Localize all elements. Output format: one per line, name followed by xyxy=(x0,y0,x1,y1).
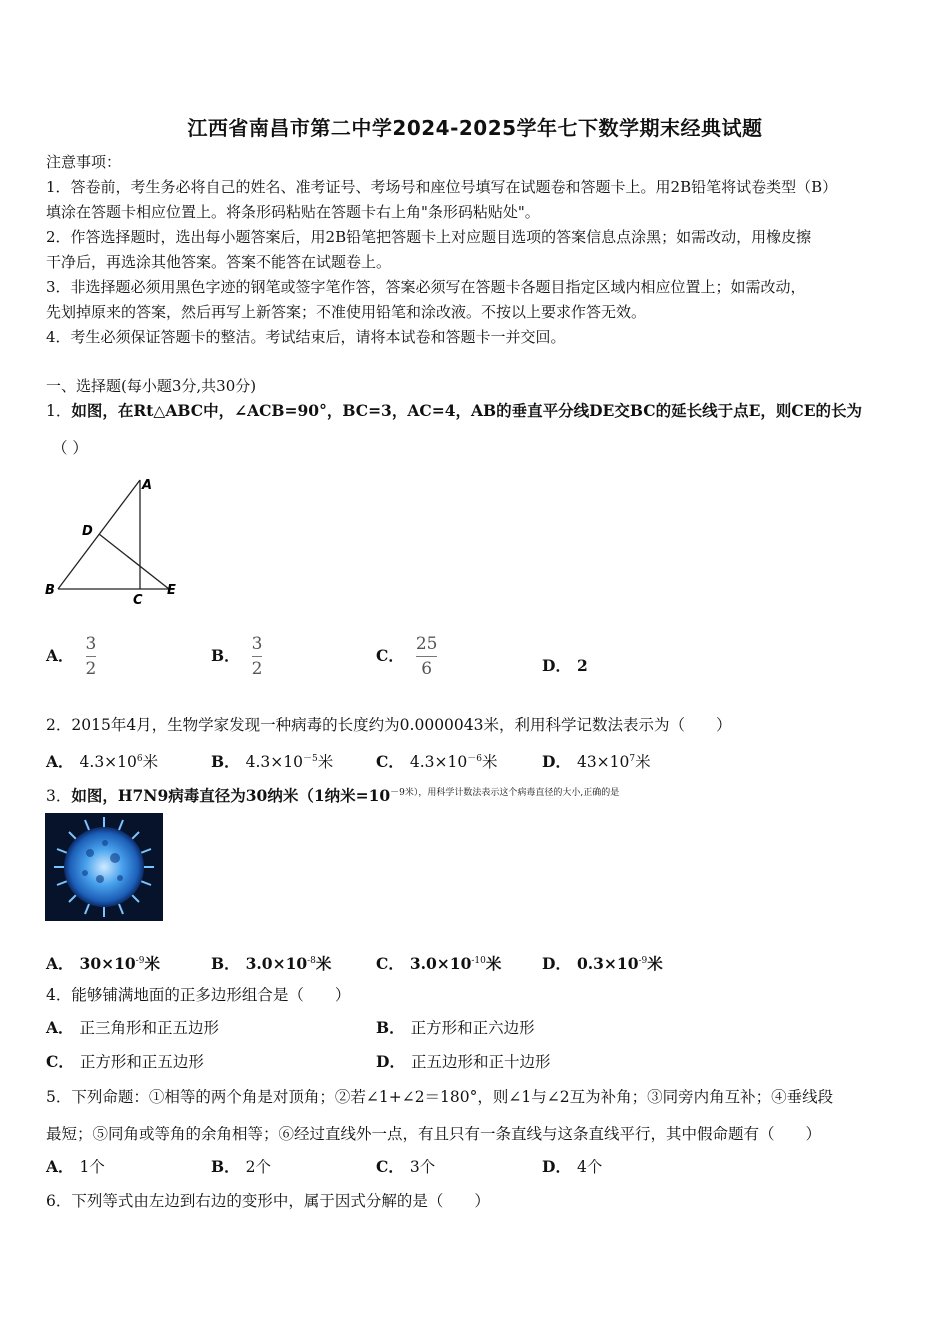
option-label: D． xyxy=(376,1052,405,1071)
option-c[interactable] xyxy=(46,1052,204,1072)
option-d[interactable] xyxy=(542,1157,602,1177)
option-text: 正五边形和正十边形 xyxy=(410,1053,551,1071)
fraction: $\frac{3}{2}$ xyxy=(251,634,263,679)
question-number: 4． xyxy=(46,986,72,1004)
segment-de xyxy=(99,534,169,589)
option-label: D． xyxy=(542,656,571,675)
option-label: D． xyxy=(542,1157,571,1176)
option-text: 正方形和正六边形 xyxy=(410,1019,535,1037)
option-unit: 米 xyxy=(315,954,332,974)
label-b: B xyxy=(45,583,55,598)
option-c[interactable] xyxy=(376,951,501,974)
option-exp: -10 xyxy=(471,956,486,966)
option-d[interactable] xyxy=(542,749,651,772)
option-text: 2 xyxy=(576,656,588,675)
question-number: 3． xyxy=(46,787,72,806)
triangle-figure xyxy=(40,472,190,612)
option-exp: 6 xyxy=(136,754,143,764)
question-1 xyxy=(46,401,862,421)
option-base: 4.3×10 xyxy=(245,753,303,772)
option-b[interactable] xyxy=(211,749,333,772)
option-label: A． xyxy=(46,1157,74,1176)
section-heading: 一、选择题(每小题3分,共30分) xyxy=(46,377,257,395)
question-3 xyxy=(46,783,619,806)
option-b[interactable] xyxy=(211,951,331,974)
virus-icon xyxy=(45,813,163,921)
notice-line: 3．非选择题必须用黑色字迹的钢笔或签字笔作答，答案必须写在答题卡各题目指定区域内相应位置上；如需改动， xyxy=(46,278,806,296)
option-exp: -8 xyxy=(307,956,316,966)
option-exp: -9 xyxy=(638,956,648,966)
option-base: 4.3×10 xyxy=(409,753,468,772)
option-unit: 米 xyxy=(144,954,160,974)
option-base: 3.0×10 xyxy=(245,954,308,974)
option-label: A． xyxy=(46,1018,74,1037)
question-exp: －9 xyxy=(390,788,405,798)
question-number: 1． xyxy=(46,402,72,420)
question-4 xyxy=(46,985,350,1005)
option-c[interactable] xyxy=(376,749,497,772)
question-5 xyxy=(46,1087,833,1107)
option-base: 0.3×10 xyxy=(576,954,639,974)
question-text: 如图，在Rt△ABC中，∠ACB=90°，BC=3，AC=4，AB的垂直平分线DE交BC的延长线于点E，则CE的长为 xyxy=(71,401,863,420)
option-label: C． xyxy=(376,645,404,665)
option-text: 2个 xyxy=(245,1158,271,1176)
option-b[interactable] xyxy=(211,634,262,679)
option-exp: 7 xyxy=(629,754,636,764)
answer-paren: （ ） xyxy=(52,439,88,457)
option-label: B． xyxy=(211,1157,240,1176)
option-text: 3个 xyxy=(409,1158,436,1176)
option-base: 43×10 xyxy=(576,753,630,772)
option-unit: 米 xyxy=(317,753,334,772)
label-d: D xyxy=(82,524,93,539)
label-e: E xyxy=(167,583,176,598)
label-c: C xyxy=(133,593,143,608)
question-text: 能够铺满地面的正多边形组合是（ ） xyxy=(71,986,351,1004)
option-unit: 米 xyxy=(635,753,651,772)
option-label: C． xyxy=(376,1157,404,1176)
option-d[interactable] xyxy=(542,656,588,676)
question-text: 下列等式由左边到右边的变形中，属于因式分解的是（ ） xyxy=(71,1192,490,1210)
option-text: 4个 xyxy=(576,1158,603,1176)
option-base: 30×10 xyxy=(79,954,136,974)
option-label: D． xyxy=(542,752,571,772)
option-unit: 米 xyxy=(647,954,663,974)
page-title: 江西省南昌市第二中学2024-2025学年七下数学期末经典试题 xyxy=(187,116,763,140)
notice-line: 填涂在答题卡相应位置上。将条形码粘贴在答题卡右上角"条形码粘贴处"。 xyxy=(46,203,540,221)
option-unit: 米 xyxy=(481,753,498,772)
option-base: 3.0×10 xyxy=(409,954,472,974)
question-number: 5． xyxy=(46,1088,72,1106)
option-d[interactable] xyxy=(542,951,663,974)
option-exp: －5 xyxy=(302,754,318,764)
question-text: 下列命题：①相等的两个角是对顶角；②若∠1+∠2＝180°，则∠1与∠2互为补角；③同旁内角互补；④垂线段 xyxy=(71,1088,834,1106)
notice-line: 4．考生必须保证答题卡的整洁。考试结束后，请将本试卷和答题卡一并交回。 xyxy=(46,328,566,346)
option-label: B． xyxy=(376,1018,405,1037)
option-label: C． xyxy=(376,752,404,772)
notice-line: 2．作答选择题时，选出每小题答案后，用2B铅笔把答题卡上对应题目选项的答案信息点涂黑；如需改动，用橡皮擦 xyxy=(46,228,812,246)
option-label: D． xyxy=(542,954,571,974)
option-label: B． xyxy=(211,645,240,665)
option-c[interactable] xyxy=(376,634,437,679)
option-a[interactable] xyxy=(46,951,160,974)
option-label: C． xyxy=(376,954,404,974)
option-label: B． xyxy=(211,752,240,772)
option-label: A． xyxy=(46,645,74,665)
option-b[interactable] xyxy=(211,1157,271,1177)
option-a[interactable] xyxy=(46,634,96,679)
option-d[interactable] xyxy=(376,1052,550,1072)
fraction: $\frac{25}{6}$ xyxy=(415,634,438,679)
option-exp: －6 xyxy=(467,754,482,764)
option-base: 4.3×10 xyxy=(79,753,137,772)
option-b[interactable] xyxy=(376,1018,535,1038)
option-label: B． xyxy=(211,954,240,974)
question-text-small: 米），用科学计数法表示这个病毒直径的大小,正确的是 xyxy=(404,788,620,798)
notice-line: 1．答卷前，考生务必将自己的姓名、准考证号、考场号和座位号填写在试题卷和答题卡上。用2B铅笔将试卷类型（B） xyxy=(46,178,838,196)
option-unit: 米 xyxy=(485,954,502,974)
option-text: 1个 xyxy=(79,1158,105,1176)
option-text: 正方形和正五边形 xyxy=(79,1053,204,1071)
label-a: A xyxy=(142,478,153,493)
question-6 xyxy=(46,1191,490,1211)
option-label: A． xyxy=(46,752,74,772)
option-unit: 米 xyxy=(142,753,159,772)
notice-heading: 注意事项： xyxy=(46,153,122,171)
option-label: A． xyxy=(46,954,74,974)
notice-line: 干净后，再选涂其他答案。答案不能答在试题卷上。 xyxy=(46,253,392,271)
option-text: 正三角形和正五边形 xyxy=(79,1019,220,1037)
option-label: C． xyxy=(46,1052,74,1071)
virus-image xyxy=(45,813,163,921)
question-5-cont: 最短；⑤同角或等角的余角相等；⑥经过直线外一点，有且只有一条直线与这条直线平行，其中假命题有（ ） xyxy=(46,1125,822,1143)
option-exp: -9 xyxy=(135,956,145,966)
question-number: 6． xyxy=(46,1192,72,1210)
question-text: 2015年4月，生物学家发现一种病毒的长度约为0.0000043米，利用科学记数法表示为（ ） xyxy=(71,716,732,734)
question-2 xyxy=(46,715,732,735)
question-text: 如图，H7N9病毒直径为30纳米（1纳米=10 xyxy=(71,786,391,806)
fraction: $\frac{3}{2}$ xyxy=(85,634,97,679)
option-a[interactable] xyxy=(46,1157,105,1177)
question-number: 2． xyxy=(46,716,72,734)
option-a[interactable] xyxy=(46,749,158,772)
option-a[interactable] xyxy=(46,1018,219,1038)
notice-line: 先划掉原来的答案，然后再写上新答案；不准使用铅笔和涂改液。不按以上要求作答无效。 xyxy=(46,303,647,321)
option-c[interactable] xyxy=(376,1157,435,1177)
